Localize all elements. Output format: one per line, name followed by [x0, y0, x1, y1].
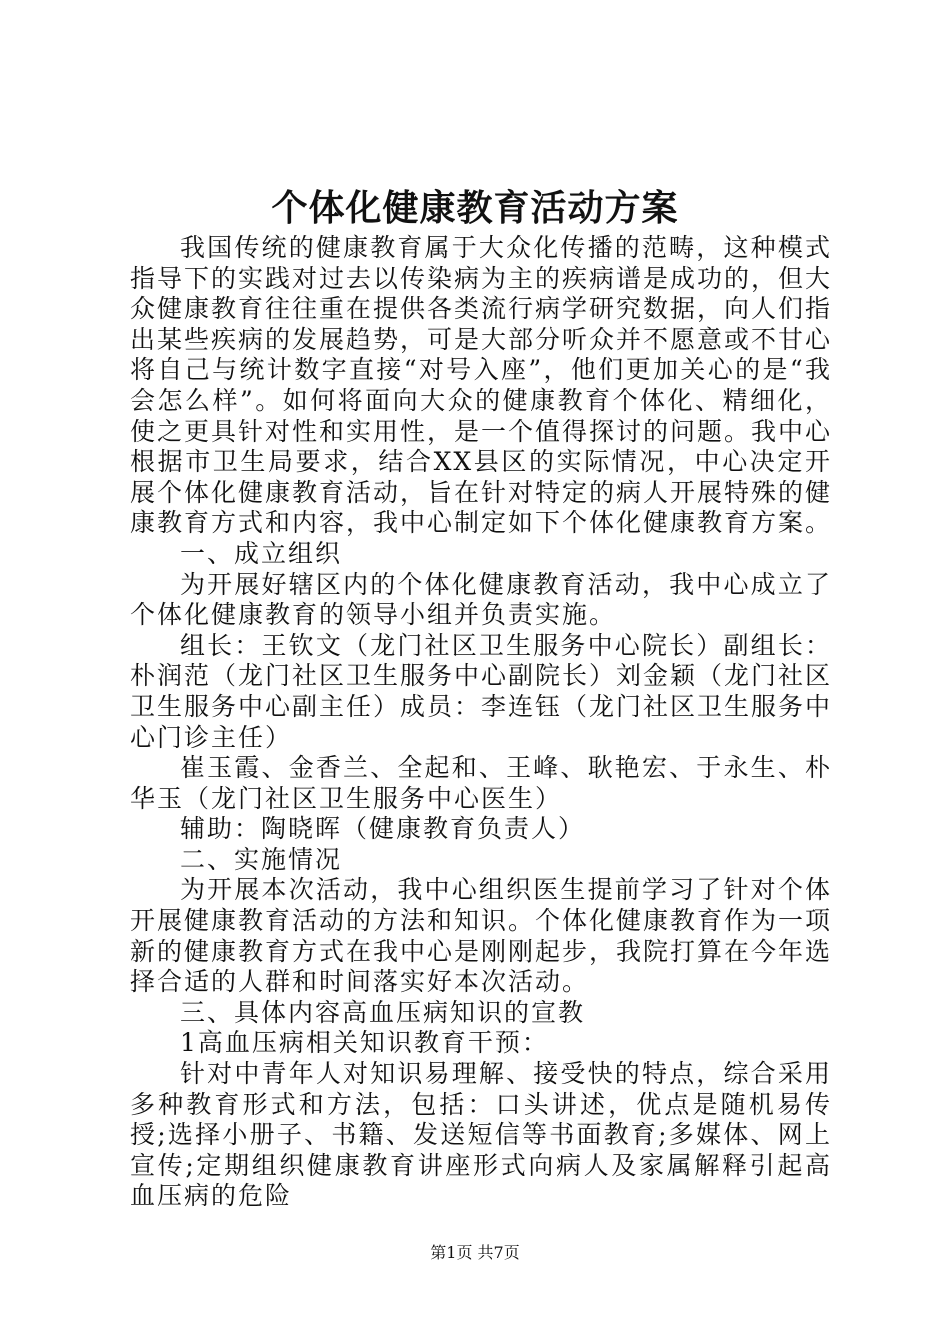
- paragraph-hypertension: 针对中青年人对知识易理解、接受快的特点，综合采用多种教育形式和方法，包括：口头讲述，优点是随机易传授;选择小册子、书籍、发送短信等书面教育;多媒体、网上宣传;定期组织健康教育讲座形式向病人及家属解释引起高血压病的危险: [130, 1059, 832, 1211]
- document-title: 个体化健康教育活动方案: [271, 187, 679, 229]
- paragraph-members: 崔玉霞、金香兰、全起和、王峰、耿艳宏、于永生、朴华玉（龙门社区卫生服务中心医生）: [130, 753, 832, 813]
- subheading-hypertension: 1高血压病相关知识教育干预：: [180, 1028, 549, 1058]
- document-body: [130, 233, 832, 1212]
- section-heading-implementation: 二、实施情况: [180, 844, 343, 874]
- paragraph-organization: 为开展好辖区内的个体化健康教育活动，我中心成立了个体化健康教育的领导小组并负责实施。: [130, 569, 832, 630]
- paragraph-leaders: 组长：王钦文（龙门社区卫生服务中心院长）副组长：朴润范（龙门社区卫生服务中心副院长）刘金颖（龙门社区卫生服务中心副主任）成员：李连钰（龙门社区卫生服务中心门诊主任）: [130, 630, 833, 752]
- paragraph-intro: 我国传统的健康教育属于大众化传播的范畴，这种模式指导下的实践对过去以传染病为主的疾病谱是成功的，但大众健康教育往往重在提供各类流行病学研究数据，向人们指出某些疾病的发展趋势，可是大部分听众并不愿意或不甘心将自己与统计数字直接“对号入座”，他们更加关心的是“我会怎么样”。如何将面向大众的健康教育个体化、精细化，使之更具针对性和实用性，是一个值得探讨的问题。我中心根据市卫生局要求，结合XX县区的实际情况，中心决定开展个体化健康教育活动，旨在针对特定的病人开展特殊的健康教育方式和内容，我中心制定如下个体化健康教育方案。: [130, 233, 833, 538]
- paragraph-implementation: 为开展本次活动，我中心组织医生提前学习了针对个体开展健康教育活动的方法和知识。个体化健康教育作为一项新的健康教育方式在我中心是刚刚起步，我院打算在今年选择合适的人群和时间落实好本次活动。: [130, 875, 833, 997]
- page-footer: 第1页 共7页: [430, 1243, 520, 1262]
- paragraph-assistant: 辅助：陶晓晖（健康教育负责人）: [180, 814, 586, 844]
- section-heading-content: 三、具体内容高血压病知识的宣教: [180, 997, 586, 1027]
- section-heading-organization: 一、成立组织: [180, 538, 343, 568]
